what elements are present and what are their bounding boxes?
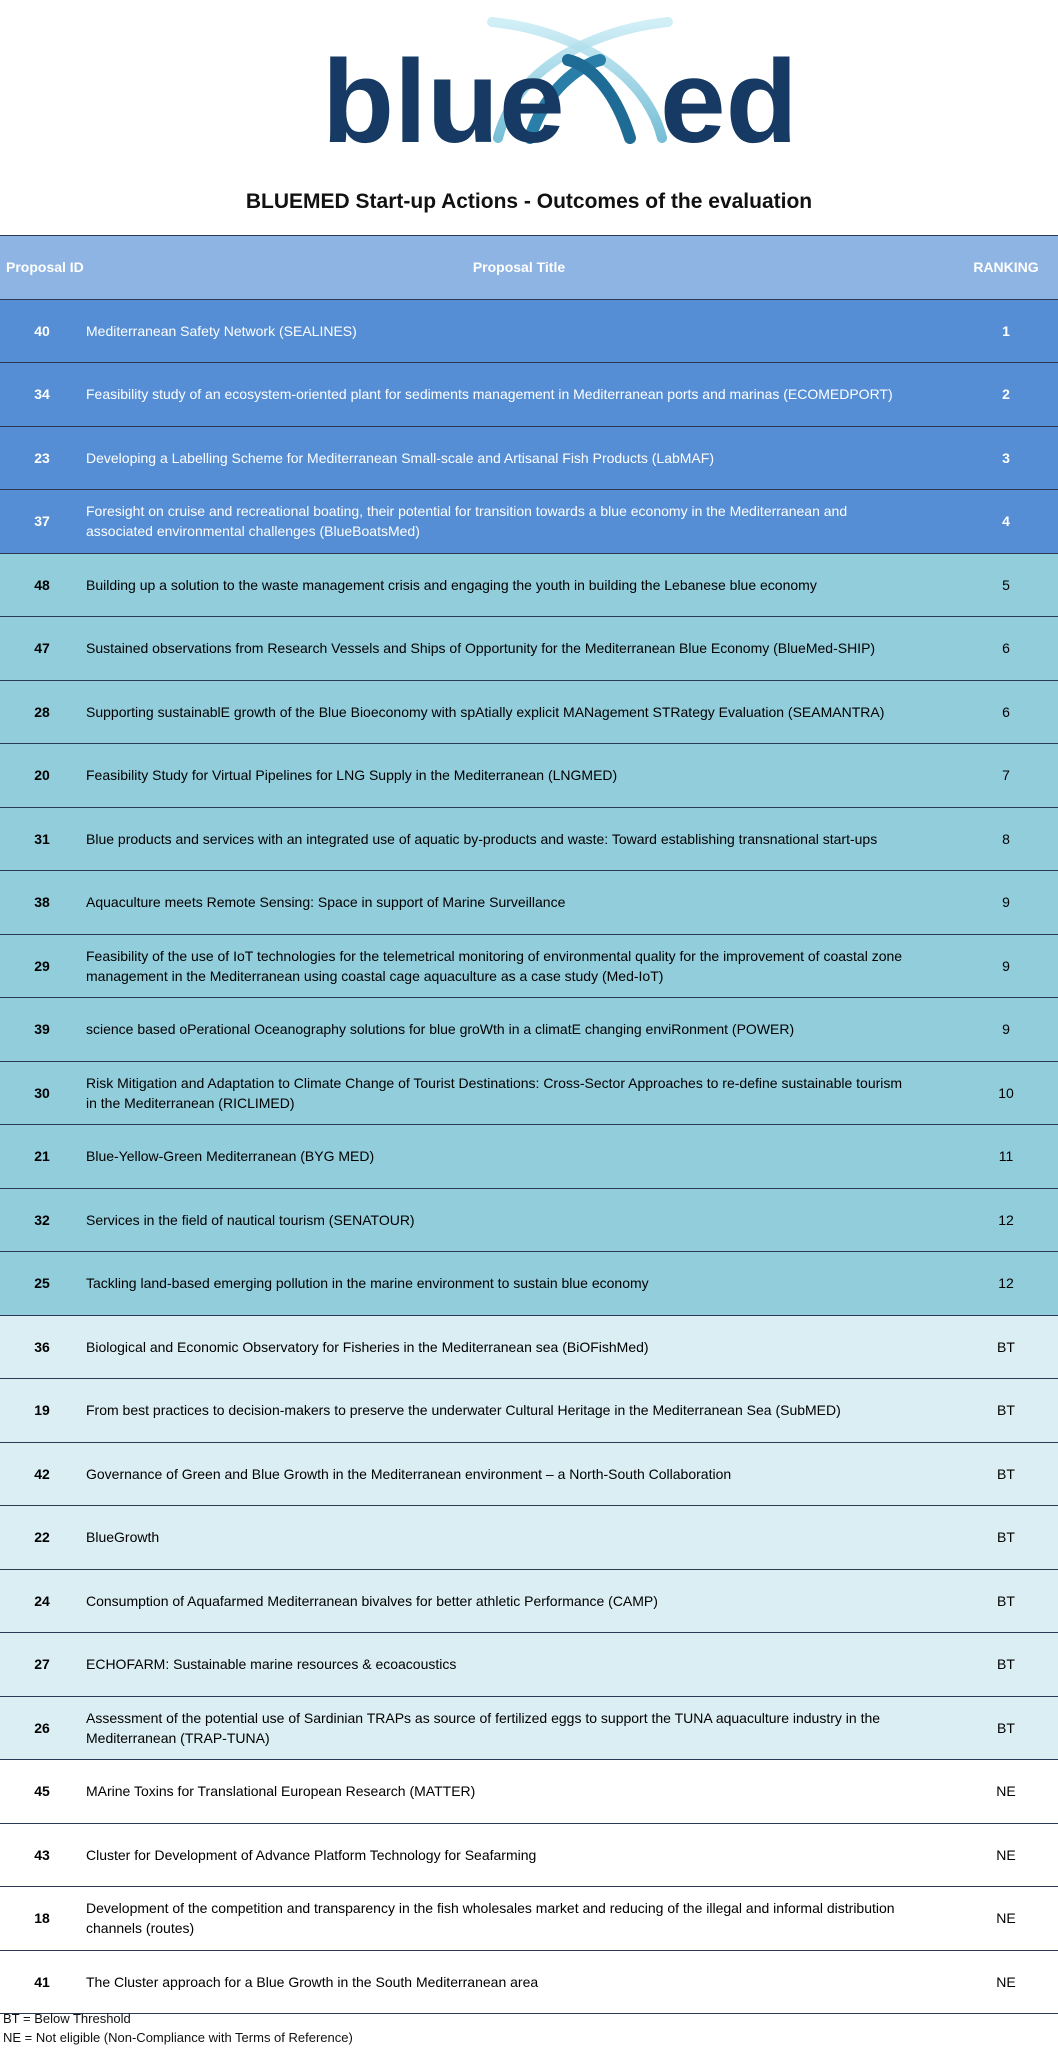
- table-row: [0, 1760, 1058, 1824]
- header-ranking: RANKING: [954, 236, 1058, 300]
- ranking-cell: 6: [954, 680, 1058, 744]
- ranking-cell: 1: [954, 299, 1058, 363]
- ranking-cell: 7: [954, 744, 1058, 808]
- proposal-id-cell: 31: [0, 807, 84, 871]
- proposal-id-cell: 45: [0, 1760, 84, 1824]
- ranking-cell: NE: [954, 1887, 1058, 1951]
- proposal-id-cell: 37: [0, 490, 84, 554]
- table-row: [0, 1442, 1058, 1506]
- proposal-id-cell: 41: [0, 1950, 84, 2014]
- ranking-cell: 9: [954, 998, 1058, 1062]
- proposal-id-cell: 34: [0, 363, 84, 427]
- table-row: [0, 490, 1058, 554]
- proposal-id-cell: 29: [0, 934, 84, 998]
- proposal-title-cell: MArine Toxins for Translational European Research (MATTER): [84, 1760, 954, 1824]
- table-row: [0, 934, 1058, 998]
- ranking-cell: BT: [954, 1315, 1058, 1379]
- table-row: [0, 1569, 1058, 1633]
- proposal-title-cell: Development of the competition and transparency in the fish wholesales market and reducing of the illegal and informal distribution channels (routes): [84, 1887, 954, 1951]
- proposal-title-cell: The Cluster approach for a Blue Growth in the South Mediterranean area: [84, 1950, 954, 2014]
- proposal-id-cell: 19: [0, 1379, 84, 1443]
- note-not-eligible: NE = Not eligible (Non-Compliance with Terms of Reference): [3, 2030, 353, 2045]
- proposal-id-cell: 20: [0, 744, 84, 808]
- ranking-cell: 3: [954, 426, 1058, 490]
- table-row: [0, 363, 1058, 427]
- proposal-title-cell: BlueGrowth: [84, 1506, 954, 1570]
- proposal-title-cell: Consumption of Aquafarmed Mediterranean bivalves for better athletic Performance (CAMP): [84, 1569, 954, 1633]
- ranking-cell: 9: [954, 934, 1058, 998]
- table-header-row: [0, 236, 1058, 300]
- proposal-title-cell: Sustained observations from Research Vessels and Ships of Opportunity for the Mediterranean Blue Economy (BlueMed-SHIP): [84, 617, 954, 681]
- proposal-id-cell: 25: [0, 1252, 84, 1316]
- proposal-id-cell: 43: [0, 1823, 84, 1887]
- proposal-title-cell: Blue products and services with an integrated use of aquatic by-products and waste: Toward establishing transnational start-ups: [84, 807, 954, 871]
- ranking-cell: 11: [954, 1125, 1058, 1189]
- table-row: [0, 871, 1058, 935]
- page-title: BLUEMED Start-up Actions - Outcomes of the evaluation: [245, 190, 813, 213]
- proposal-title-cell: Governance of Green and Blue Growth in the Mediterranean environment – a North-South Collaboration: [84, 1442, 954, 1506]
- ranking-cell: BT: [954, 1696, 1058, 1760]
- ranking-cell: 2: [954, 363, 1058, 427]
- proposal-id-cell: 22: [0, 1506, 84, 1570]
- proposal-id-cell: 18: [0, 1887, 84, 1951]
- proposal-title-cell: Services in the field of nautical tourism (SENATOUR): [84, 1188, 954, 1252]
- proposal-id-cell: 23: [0, 426, 84, 490]
- proposal-title-cell: Feasibility of the use of IoT technologies for the telemetrical monitoring of environmental quality for the improvement of coastal zone management in the Mediterranean using coastal cage aquaculture as a case study (Med-IoT): [84, 934, 954, 998]
- proposal-title-cell: From best practices to decision-makers to preserve the underwater Cultural Heritage in the Mediterranean Sea (SubMED): [84, 1379, 954, 1443]
- proposal-title-cell: science based oPerational Oceanography solutions for blue groWth in a climatE changing enviRonment (POWER): [84, 998, 954, 1062]
- ranking-cell: BT: [954, 1506, 1058, 1570]
- table-row: [0, 1061, 1058, 1125]
- bluemed-logo: [0, 10, 1058, 150]
- table-row: [0, 807, 1058, 871]
- proposal-title-cell: Mediterranean Safety Network (SEALINES): [84, 299, 954, 363]
- proposal-title-cell: Feasibility Study for Virtual Pipelines for LNG Supply in the Mediterranean (LNGMED): [84, 744, 954, 808]
- ranking-cell: NE: [954, 1950, 1058, 2014]
- table-row: [0, 1315, 1058, 1379]
- proposal-title-cell: ECHOFARM: Sustainable marine resources & ecoacoustics: [84, 1633, 954, 1697]
- ranking-cell: 4: [954, 490, 1058, 554]
- table-row: [0, 1188, 1058, 1252]
- svg-text:blue: blue: [322, 36, 565, 150]
- ranking-cell: BT: [954, 1569, 1058, 1633]
- proposal-title-cell: Aquaculture meets Remote Sensing: Space in support of Marine Surveillance: [84, 871, 954, 935]
- table-row: [0, 1950, 1058, 2014]
- ranking-cell: 5: [954, 553, 1058, 617]
- legend-notes: [3, 2009, 353, 2047]
- proposal-id-cell: 24: [0, 1569, 84, 1633]
- table-row: [0, 1887, 1058, 1951]
- proposal-title-cell: Foresight on cruise and recreational boating, their potential for transition towards a blue economy in the Mediterranean and associated environmental challenges (BlueBoatsMed): [84, 490, 954, 554]
- ranking-cell: 6: [954, 617, 1058, 681]
- table-row: [0, 617, 1058, 681]
- proposal-id-cell: 40: [0, 299, 84, 363]
- proposal-title-cell: Feasibility study of an ecosystem-oriented plant for sediments management in Mediterranean ports and marinas (ECOMEDPORT): [84, 363, 954, 427]
- evaluation-table: [0, 235, 1058, 2014]
- proposal-title-cell: Risk Mitigation and Adaptation to Climate Change of Tourist Destinations: Cross-Sector Approaches to re-define sustainable tourism in the Mediterranean (RICLIMED): [84, 1061, 954, 1125]
- proposal-id-cell: 32: [0, 1188, 84, 1252]
- proposal-id-cell: 47: [0, 617, 84, 681]
- table-row: [0, 1823, 1058, 1887]
- proposal-title-cell: Developing a Labelling Scheme for Mediterranean Small-scale and Artisanal Fish Products (LabMAF): [84, 426, 954, 490]
- ranking-cell: 8: [954, 807, 1058, 871]
- proposal-id-cell: 21: [0, 1125, 84, 1189]
- table-row: [0, 1696, 1058, 1760]
- proposal-id-cell: 48: [0, 553, 84, 617]
- proposal-title-cell: Biological and Economic Observatory for Fisheries in the Mediterranean sea (BiOFishMed): [84, 1315, 954, 1379]
- header-proposal-id: Proposal ID: [0, 236, 84, 300]
- ranking-cell: 9: [954, 871, 1058, 935]
- table-row: [0, 553, 1058, 617]
- proposal-id-cell: 26: [0, 1696, 84, 1760]
- table-row: [0, 1125, 1058, 1189]
- ranking-cell: 12: [954, 1188, 1058, 1252]
- table-row: [0, 426, 1058, 490]
- table-row: [0, 998, 1058, 1062]
- table-row: [0, 1633, 1058, 1697]
- svg-text:ed: ed: [660, 36, 798, 150]
- proposal-title-cell: Assessment of the potential use of Sardinian TRAPs as source of fertilized eggs to support the TUNA aquaculture industry in the Mediterranean (TRAP-TUNA): [84, 1696, 954, 1760]
- proposal-title-cell: Tackling land-based emerging pollution in the marine environment to sustain blue economy: [84, 1252, 954, 1316]
- proposal-id-cell: 27: [0, 1633, 84, 1697]
- note-below-threshold: BT = Below Threshold: [3, 2011, 131, 2026]
- ranking-cell: 10: [954, 1061, 1058, 1125]
- proposal-id-cell: 39: [0, 998, 84, 1062]
- table-row: [0, 1252, 1058, 1316]
- proposal-title-cell: Building up a solution to the waste management crisis and engaging the youth in building the Lebanese blue economy: [84, 553, 954, 617]
- header-proposal-title: Proposal Title: [84, 236, 954, 300]
- proposal-id-cell: 38: [0, 871, 84, 935]
- proposal-id-cell: 30: [0, 1061, 84, 1125]
- proposal-title-cell: Cluster for Development of Advance Platform Technology for Seafarming: [84, 1823, 954, 1887]
- proposal-id-cell: 42: [0, 1442, 84, 1506]
- table-row: [0, 1379, 1058, 1443]
- table-row: [0, 744, 1058, 808]
- ranking-cell: BT: [954, 1633, 1058, 1697]
- proposal-id-cell: 36: [0, 1315, 84, 1379]
- ranking-cell: 12: [954, 1252, 1058, 1316]
- ranking-cell: NE: [954, 1823, 1058, 1887]
- proposal-title-cell: Supporting sustainablE growth of the Blue Bioeconomy with spAtially explicit MANagement STRategy Evaluation (SEAMANTRA): [84, 680, 954, 744]
- table-row: [0, 299, 1058, 363]
- table-row: [0, 680, 1058, 744]
- proposal-title-cell: Blue-Yellow-Green Mediterranean (BYG MED): [84, 1125, 954, 1189]
- proposal-id-cell: 28: [0, 680, 84, 744]
- ranking-cell: BT: [954, 1379, 1058, 1443]
- ranking-cell: BT: [954, 1442, 1058, 1506]
- ranking-cell: NE: [954, 1760, 1058, 1824]
- table-row: [0, 1506, 1058, 1570]
